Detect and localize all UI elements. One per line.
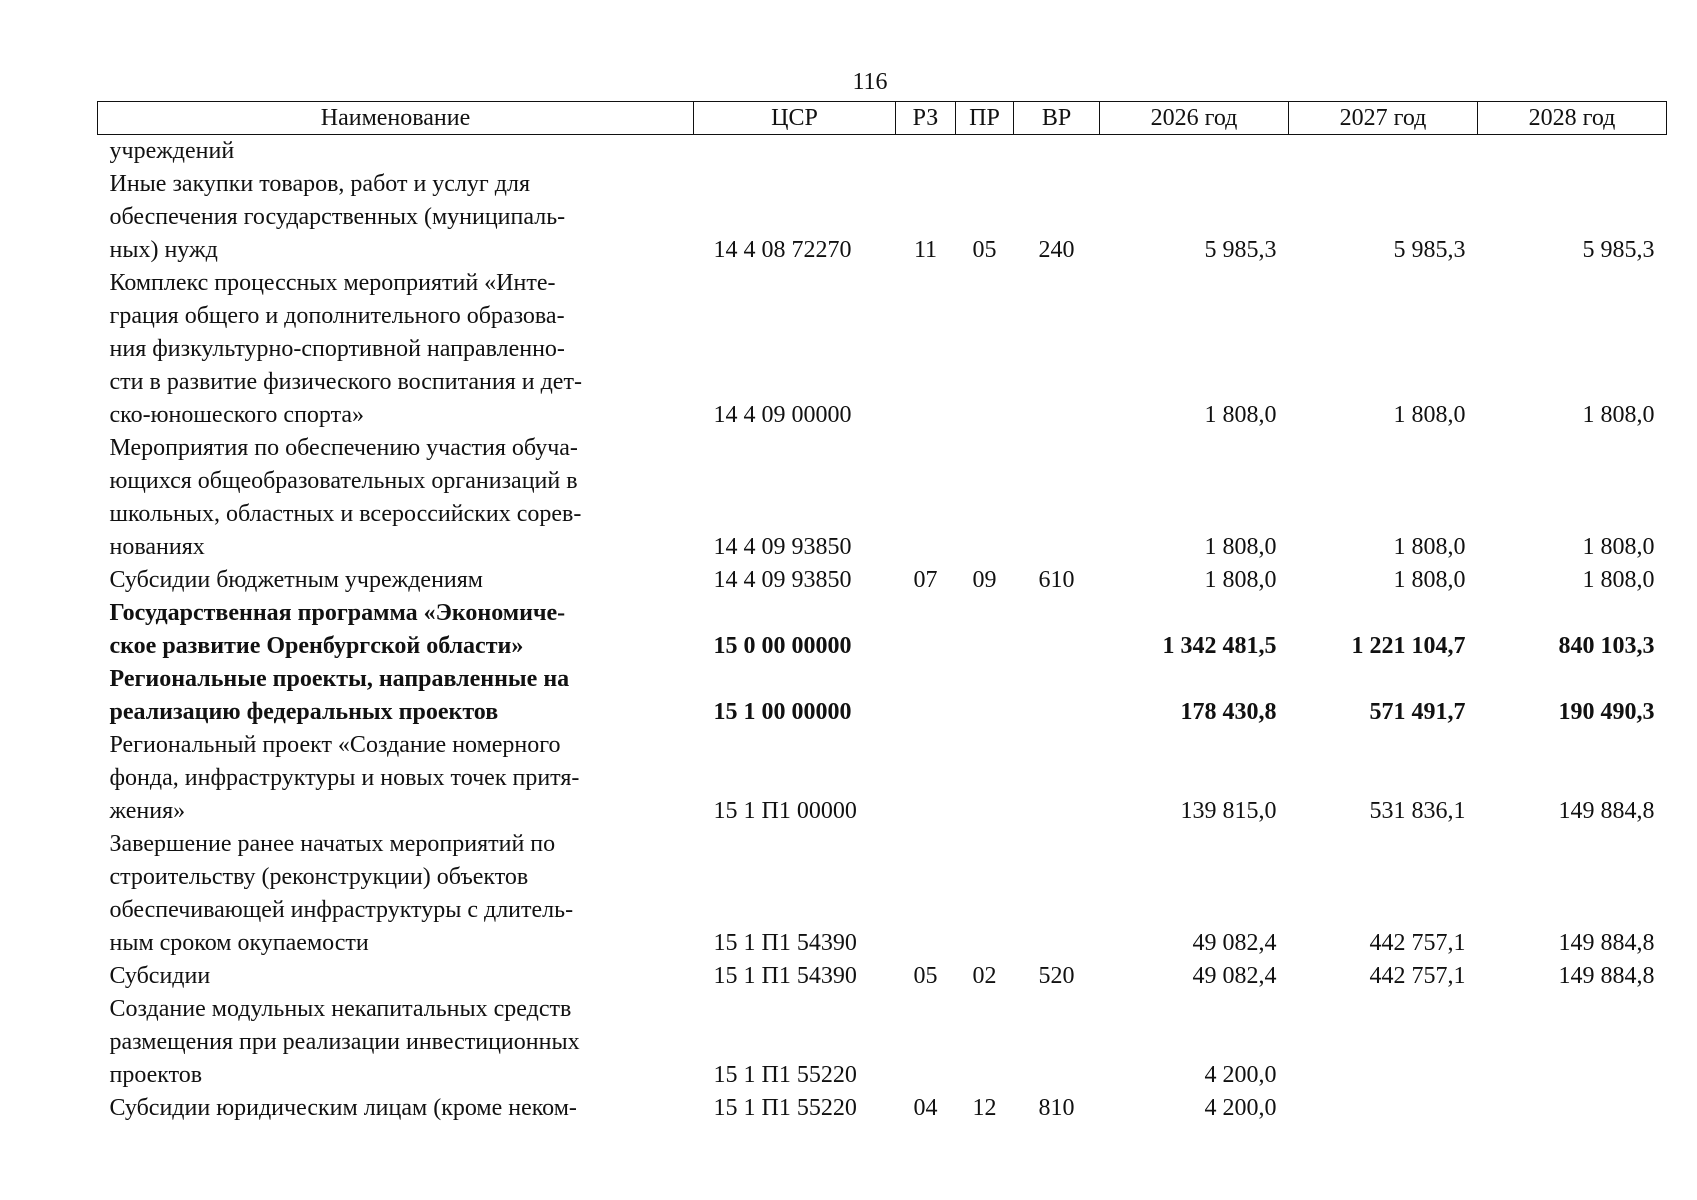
cell-rz: [896, 729, 956, 828]
header-pr: ПР: [956, 102, 1014, 135]
table-row: [98, 960, 1667, 993]
cell-2028: 149 884,8: [1558, 798, 1655, 824]
table-row: [98, 993, 1667, 1092]
cell-name: Государственная программа «Экономиче- ское развитие Оренбургской области»: [109, 600, 566, 659]
header-2028: 2028 год: [1478, 102, 1667, 135]
cell-2026: 178 430,8: [1180, 699, 1277, 725]
cell-csr: 15 1 П1 54390: [713, 963, 857, 989]
cell-2026: 1 808,0: [1204, 402, 1277, 428]
cell-vr: [1014, 993, 1100, 1092]
cell-2027: 1 808,0: [1393, 402, 1466, 428]
cell-2027: 442 757,1: [1369, 930, 1466, 956]
cell-2026: 139 815,0: [1180, 798, 1277, 824]
cell-name: Мероприятия по обеспечению участия обуча- ющихся общеобразовательных организаций в школьных, областных и всероссийских сорев- нованиях: [109, 435, 582, 560]
cell-csr: 15 1 П1 55220: [713, 1062, 857, 1088]
cell-csr: 14 4 09 93850: [713, 567, 852, 593]
cell-pr: 12: [972, 1095, 997, 1121]
cell-name: Завершение ранее начатых мероприятий по строительству (реконструкции) объектов обеспечивающей инфраструктуры с длитель- ным сроком окупаемости: [109, 831, 574, 956]
cell-2026: 49 082,4: [1192, 930, 1277, 956]
table-row: [98, 267, 1667, 432]
table-row: [98, 1092, 1667, 1125]
cell-2027: 1 808,0: [1393, 567, 1466, 593]
cell-2026: 49 082,4: [1192, 963, 1277, 989]
header-vr: ВР: [1014, 102, 1100, 135]
cell-2027: 1 221 104,7: [1351, 633, 1466, 659]
cell-pr: [956, 597, 1014, 663]
cell-2026: 1 808,0: [1204, 534, 1277, 560]
cell-2027: 571 491,7: [1369, 699, 1466, 725]
cell-pr: [956, 828, 1014, 960]
table-row: [98, 168, 1667, 267]
cell-vr: [1014, 663, 1100, 729]
cell-csr: 15 1 П1 55220: [713, 1095, 857, 1121]
header-2027: 2027 год: [1289, 102, 1478, 135]
cell-csr: 14 4 08 72270: [713, 237, 852, 263]
cell-2027: 442 757,1: [1369, 963, 1466, 989]
cell-2028: 840 103,3: [1558, 633, 1655, 659]
cell-2028: 5 985,3: [1582, 237, 1655, 263]
cell-pr: 02: [972, 963, 997, 989]
cell-2026: [1100, 135, 1289, 169]
cell-2026: 5 985,3: [1204, 237, 1277, 263]
cell-2026: 1 342 481,5: [1162, 633, 1277, 659]
cell-vr: 610: [1038, 567, 1075, 593]
cell-pr: [956, 993, 1014, 1092]
header-rz: РЗ: [896, 102, 956, 135]
cell-name: Субсидии бюджетным учреждениям: [109, 567, 483, 593]
table-row: [98, 597, 1667, 663]
cell-csr: 15 1 П1 54390: [713, 930, 857, 956]
cell-pr: 09: [972, 567, 997, 593]
cell-rz: [896, 663, 956, 729]
cell-vr: 240: [1038, 237, 1075, 263]
cell-vr: [1014, 597, 1100, 663]
cell-2028: 1 808,0: [1582, 402, 1655, 428]
cell-csr: 15 1 00 00000: [713, 699, 852, 725]
cell-2028: 190 490,3: [1558, 699, 1655, 725]
cell-2027: 531 836,1: [1369, 798, 1466, 824]
cell-csr: 15 1 П1 00000: [713, 798, 857, 824]
cell-rz: [896, 828, 956, 960]
cell-2028: [1478, 135, 1667, 169]
cell-vr: 810: [1038, 1095, 1075, 1121]
cell-rz: 07: [913, 567, 938, 593]
cell-csr: [694, 135, 896, 169]
cell-rz: [896, 135, 956, 169]
cell-name: Региональные проекты, направленные на реализацию федеральных проектов: [109, 666, 570, 725]
cell-2026: 4 200,0: [1204, 1062, 1277, 1088]
cell-pr: [956, 267, 1014, 432]
table-row: [98, 828, 1667, 960]
cell-vr: [1014, 432, 1100, 564]
cell-csr: 14 4 09 93850: [713, 534, 852, 560]
cell-2028: 149 884,8: [1558, 930, 1655, 956]
cell-2028: 149 884,8: [1558, 963, 1655, 989]
cell-2026: 1 808,0: [1204, 567, 1277, 593]
cell-2027: 1 808,0: [1393, 534, 1466, 560]
cell-2026: 4 200,0: [1204, 1095, 1277, 1121]
cell-vr: [1014, 135, 1100, 169]
cell-csr: 14 4 09 00000: [713, 402, 852, 428]
cell-name: Региональный проект «Создание номерного фонда, инфраструктуры и новых точек притя- жения»: [109, 732, 580, 824]
cell-rz: [896, 597, 956, 663]
budget-table: [97, 101, 1667, 1125]
cell-rz: 05: [913, 963, 938, 989]
cell-rz: [896, 432, 956, 564]
cell-rz: [896, 993, 956, 1092]
cell-rz: [896, 267, 956, 432]
cell-pr: [956, 663, 1014, 729]
cell-2027: 5 985,3: [1393, 237, 1466, 263]
table-row: [98, 564, 1667, 597]
cell-vr: [1014, 828, 1100, 960]
table-row: [98, 663, 1667, 729]
table-row: [98, 135, 1667, 169]
cell-vr: [1014, 729, 1100, 828]
cell-pr: [956, 432, 1014, 564]
table-row: [98, 729, 1667, 828]
table-header-row: [98, 102, 1667, 135]
cell-name: Комплекс процессных мероприятий «Инте- грация общего и дополнительного образова- ния физкультурно-спортивной направленно- сти в развитие физического воспитания и дет- ско-юношеского спорта»: [109, 270, 582, 428]
header-name: Наименование: [98, 102, 694, 135]
cell-2028: [1478, 1092, 1667, 1125]
cell-2028: [1478, 993, 1667, 1092]
cell-name: Иные закупки товаров, работ и услуг для обеспечения государственных (муниципаль- ных) нужд: [109, 171, 566, 263]
cell-name: Субсидии юридическим лицам (кроме неком-: [109, 1095, 577, 1121]
cell-2028: 1 808,0: [1582, 534, 1655, 560]
table-row: [98, 432, 1667, 564]
cell-pr: [956, 135, 1014, 169]
cell-name: Создание модульных некапитальных средств размещения при реализации инвестиционных проектов: [109, 996, 580, 1088]
header-csr: ЦСР: [694, 102, 896, 135]
cell-pr: [956, 729, 1014, 828]
cell-rz: 04: [913, 1095, 938, 1121]
cell-rz: 11: [913, 237, 938, 263]
cell-csr: 15 0 00 00000: [713, 633, 852, 659]
cell-2028: 1 808,0: [1582, 567, 1655, 593]
page-number: 116: [852, 69, 888, 95]
cell-vr: 520: [1038, 963, 1075, 989]
cell-vr: [1014, 267, 1100, 432]
cell-name: учреждений: [109, 138, 235, 164]
cell-2027: [1289, 1092, 1478, 1125]
cell-name: Субсидии: [109, 963, 211, 989]
cell-pr: 05: [972, 237, 997, 263]
cell-2027: [1289, 993, 1478, 1092]
header-2026: 2026 год: [1100, 102, 1289, 135]
cell-2027: [1289, 135, 1478, 169]
